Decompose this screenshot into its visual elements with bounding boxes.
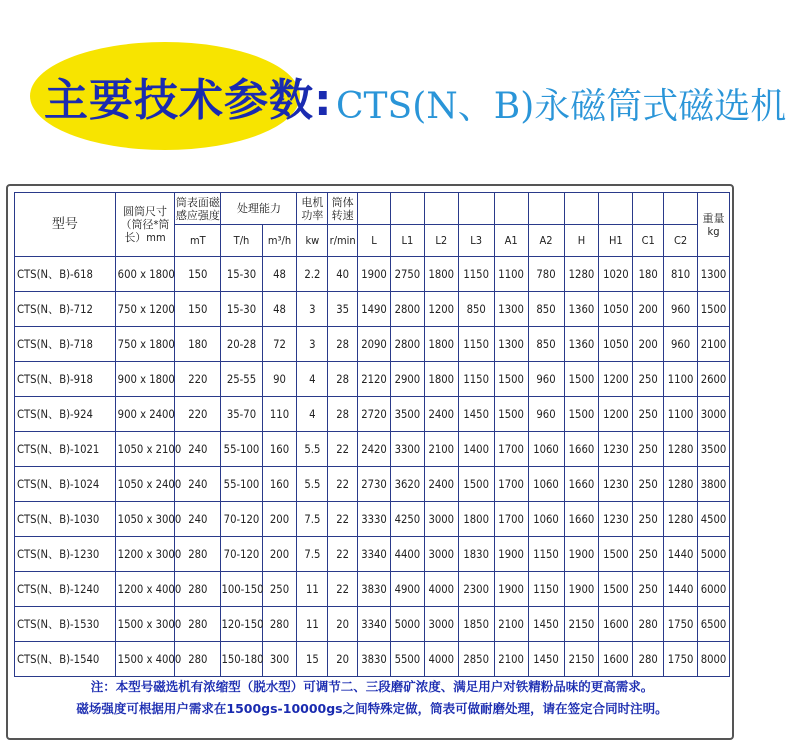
table-cell: 20-28 [221,327,262,362]
table-cell: 3 [297,292,328,327]
table-cell: 4900 [390,572,424,607]
table-cell: 240 [175,502,221,537]
table-cell: 850 [458,292,494,327]
table-cell: 55-100 [221,467,262,502]
table-cell: 1660 [564,467,599,502]
table-cell: 1440 [664,537,698,572]
table-cell: 250 [633,432,664,467]
table-cell: 20 [328,642,358,677]
table-cell: 1360 [564,327,599,362]
table-cell: 2800 [390,292,424,327]
table-cell: 3000 [698,397,730,432]
table-cell: 1850 [458,607,494,642]
table-row [15,397,730,432]
table-cell: 5000 [390,607,424,642]
table-cell: 200 [262,502,297,537]
table-cell: 1150 [458,327,494,362]
table-cell: 200 [633,292,664,327]
table-cell: 3 [297,327,328,362]
table-cell: 810 [664,257,698,292]
table-cell: 280 [175,537,221,572]
table-cell: 250 [633,572,664,607]
table-cell: 1900 [564,537,599,572]
table-cell: 2600 [698,362,730,397]
table-cell: 960 [528,362,564,397]
table-cell: 1100 [664,362,698,397]
table-cell: 3830 [358,572,391,607]
table-cell: 1200 [424,292,458,327]
table-cell: 150-180 [221,642,262,677]
table-cell: 1280 [664,502,698,537]
table-cell: 70-120 [221,502,262,537]
table-cell: 1450 [528,642,564,677]
header-dims-blank-5 [494,193,528,225]
header-cap-m3h: m³/h [262,225,297,257]
table-cell: 110 [262,397,297,432]
table-cell: 1300 [698,257,730,292]
table-cell: 1500 [698,292,730,327]
table-cell: 2.2 [297,257,328,292]
header-field-unit: mT [175,225,221,257]
header-dims-blank-1 [358,193,391,225]
table-cell: 2730 [358,467,391,502]
table-cell: 1600 [599,642,633,677]
table-cell: 3300 [390,432,424,467]
table-cell: 48 [262,292,297,327]
model-cell: CTS(N、B)-1024 [15,467,116,502]
table-cell: 200 [262,537,297,572]
model-cell: CTS(N、B)-1240 [15,572,116,607]
drum-size-cell: 1050 x 2100 [115,432,175,467]
spec-table-body [15,257,730,677]
table-cell: 850 [528,292,564,327]
table-cell: 250 [633,537,664,572]
table-cell: 3000 [424,502,458,537]
note-line-2: 磁场强度可根据用户需求在1500gs-10000gs之间特殊定做，筒表可做耐磨处理，请在签定合同时注明。 [76,701,668,716]
table-cell: 960 [664,292,698,327]
table-cell: 250 [633,362,664,397]
table-cell: 960 [664,327,698,362]
table-cell: 22 [328,432,358,467]
table-cell: 250 [262,572,297,607]
table-cell: 1490 [358,292,391,327]
header-motor-unit: kw [297,225,328,257]
header-field-strength [175,193,221,225]
table-cell: 2850 [458,642,494,677]
table-cell: 180 [175,327,221,362]
drum-size-cell: 900 x 1800 [115,362,175,397]
header-dim-L3: L3 [458,225,494,257]
table-cell: 2100 [494,642,528,677]
drum-size-cell: 600 x 1800 [115,257,175,292]
header-dims-blank-4 [458,193,494,225]
table-cell: 250 [633,502,664,537]
table-cell: 280 [633,642,664,677]
drum-size-cell: 1200 x 4000 [115,572,175,607]
table-cell: 3000 [424,607,458,642]
table-cell: 1150 [458,362,494,397]
table-row [15,607,730,642]
table-cell: 2800 [390,327,424,362]
table-cell: 1500 [564,397,599,432]
table-cell: 2090 [358,327,391,362]
table-row [15,327,730,362]
drum-size-cell: 1200 x 3000 [115,537,175,572]
table-cell: 2900 [390,362,424,397]
table-cell: 2100 [698,327,730,362]
table-cell: 1150 [528,537,564,572]
table-cell: 6000 [698,572,730,607]
table-cell: 4 [297,362,328,397]
drum-size-cell: 1500 x 4000 [115,642,175,677]
model-cell: CTS(N、B)-1230 [15,537,116,572]
table-cell: 1500 [494,362,528,397]
drum-size-cell: 1500 x 3000 [115,607,175,642]
table-row [15,467,730,502]
table-cell: 280 [633,607,664,642]
header-drum-size-label: 圆筒尺寸（筒径*筒长）mm [120,205,170,244]
table-cell: 160 [262,467,297,502]
header-dims-blank-2 [390,193,424,225]
model-cell: CTS(N、B)-1021 [15,432,116,467]
table-cell: 40 [328,257,358,292]
table-cell: 3330 [358,502,391,537]
table-row [15,537,730,572]
table-row [15,257,730,292]
header-dim-L1: L1 [390,225,424,257]
table-cell: 1800 [424,257,458,292]
table-cell: 1500 [599,537,633,572]
table-cell: 4400 [390,537,424,572]
table-cell: 1230 [599,467,633,502]
model-cell: CTS(N、B)-924 [15,397,116,432]
table-cell: 280 [262,607,297,642]
table-cell: 1060 [528,467,564,502]
table-cell: 1100 [494,257,528,292]
table-cell: 7.5 [297,502,328,537]
model-cell: CTS(N、B)-712 [15,292,116,327]
table-cell: 1020 [599,257,633,292]
table-cell: 220 [175,397,221,432]
header-dim-L: L [358,225,391,257]
header-cap-th: T/h [221,225,262,257]
table-cell: 220 [175,362,221,397]
table-cell: 120-150 [221,607,262,642]
table-cell: 2150 [564,642,599,677]
model-cell: CTS(N、B)-718 [15,327,116,362]
table-cell: 280 [175,642,221,677]
table-cell: 4000 [424,572,458,607]
table-cell: 1600 [599,607,633,642]
table-cell: 2720 [358,397,391,432]
table-cell: 72 [262,327,297,362]
table-cell: 15-30 [221,257,262,292]
table-cell: 1230 [599,432,633,467]
table-cell: 200 [633,327,664,362]
table-cell: 160 [262,432,297,467]
header-weight-unit: kg [707,224,720,238]
table-cell: 5.5 [297,467,328,502]
table-cell: 28 [328,362,358,397]
model-cell: CTS(N、B)-918 [15,362,116,397]
table-cell: 35 [328,292,358,327]
header-weight-label: 重量 [702,211,725,225]
table-cell: 48 [262,257,297,292]
table-cell: 22 [328,572,358,607]
table-cell: 5.5 [297,432,328,467]
table-cell: 22 [328,502,358,537]
table-cell: 2420 [358,432,391,467]
table-cell: 1450 [528,607,564,642]
table-cell: 1060 [528,502,564,537]
table-cell: 1280 [664,467,698,502]
table-cell: 1700 [494,432,528,467]
table-cell: 90 [262,362,297,397]
header-dims-blank-6 [528,193,564,225]
table-cell: 11 [297,607,328,642]
header-dims-blank-7 [564,193,599,225]
drum-size-cell: 1050 x 3000 [115,502,175,537]
table-cell: 150 [175,292,221,327]
table-cell: 1500 [458,467,494,502]
table-cell: 22 [328,537,358,572]
table-cell: 1800 [458,502,494,537]
table-cell: 240 [175,432,221,467]
table-cell: 1100 [664,397,698,432]
table-cell: 150 [175,257,221,292]
table-row [15,502,730,537]
table-cell: 1150 [458,257,494,292]
header-dim-A1: A1 [494,225,528,257]
table-row [15,292,730,327]
header-dims-blank-9 [633,193,664,225]
table-cell: 1750 [664,642,698,677]
table-cell: 1500 [564,362,599,397]
table-cell: 8000 [698,642,730,677]
table-cell: 28 [328,397,358,432]
table-cell: 280 [175,607,221,642]
table-cell: 1440 [664,572,698,607]
table-cell: 6500 [698,607,730,642]
model-cell: CTS(N、B)-1540 [15,642,116,677]
table-cell: 1300 [494,292,528,327]
table-cell: 3620 [390,467,424,502]
table-cell: 3500 [390,397,424,432]
table-cell: 5000 [698,537,730,572]
table-cell: 28 [328,327,358,362]
header-dim-H1: H1 [599,225,633,257]
header-dim-C1: C1 [633,225,664,257]
header-motor-label: 电机功率 [301,195,324,222]
table-cell: 3340 [358,607,391,642]
header-speed [328,193,358,225]
table-cell: 240 [175,467,221,502]
header-dim-A2: A2 [528,225,564,257]
table-cell: 1050 [599,292,633,327]
table-cell: 100-150 [221,572,262,607]
table-cell: 1660 [564,502,599,537]
table-cell: 1400 [458,432,494,467]
table-cell: 1700 [494,467,528,502]
table-cell: 3000 [424,537,458,572]
table-cell: 180 [633,257,664,292]
table-cell: 2400 [424,397,458,432]
table-cell: 4500 [698,502,730,537]
drum-size-cell: 750 x 1800 [115,327,175,362]
table-cell: 4 [297,397,328,432]
table-cell: 2100 [424,432,458,467]
table-cell: 250 [633,397,664,432]
table-cell: 1300 [494,327,528,362]
table-cell: 1150 [528,572,564,607]
page-title: 主要技术参数: [44,75,333,126]
table-cell: 1900 [494,537,528,572]
table-cell: 1800 [424,362,458,397]
table-cell: 2150 [564,607,599,642]
table-row [15,432,730,467]
table-cell: 1900 [358,257,391,292]
table-cell: 2750 [390,257,424,292]
header-dim-C2: C2 [664,225,698,257]
table-cell: 70-120 [221,537,262,572]
header-model: 型号 [15,193,116,257]
table-cell: 4000 [424,642,458,677]
table-cell: 20 [328,607,358,642]
spec-table [14,192,730,677]
table-cell: 1500 [494,397,528,432]
table-cell: 1050 [599,327,633,362]
table-cell: 25-55 [221,362,262,397]
table-cell: 22 [328,467,358,502]
model-cell: CTS(N、B)-618 [15,257,116,292]
table-cell: 1660 [564,432,599,467]
table-cell: 1830 [458,537,494,572]
table-cell: 1360 [564,292,599,327]
header-dim-H: H [564,225,599,257]
table-cell: 3340 [358,537,391,572]
table-cell: 1060 [528,432,564,467]
table-cell: 280 [175,572,221,607]
header-motor [297,193,328,225]
table-cell: 250 [633,467,664,502]
note-line-1: 注：本型号磁选机有浓缩型（脱水型）可调节二、三段磨矿浓度、满足用户对铁精粉品味的更高需求。 [90,679,654,694]
table-cell: 2120 [358,362,391,397]
table-cell: 15 [297,642,328,677]
table-cell: 3830 [358,642,391,677]
table-cell: 1800 [424,327,458,362]
table-cell: 1280 [664,432,698,467]
drum-size-cell: 900 x 2400 [115,397,175,432]
table-cell: 960 [528,397,564,432]
table-cell: 11 [297,572,328,607]
header-dims-blank-10 [664,193,698,225]
table-cell: 2400 [424,467,458,502]
header-speed-unit: r/min [328,225,358,257]
table-cell: 780 [528,257,564,292]
header-speed-label: 筒体转速 [331,195,354,222]
table-row [15,362,730,397]
table-cell: 5500 [390,642,424,677]
header-dims-blank-8 [599,193,633,225]
header-dim-L2: L2 [424,225,458,257]
table-cell: 4250 [390,502,424,537]
table-cell: 850 [528,327,564,362]
table-cell: 300 [262,642,297,677]
title-banner [0,0,786,180]
table-cell: 1280 [564,257,599,292]
table-cell: 3800 [698,467,730,502]
table-row [15,642,730,677]
table-cell: 7.5 [297,537,328,572]
table-cell: 1500 [599,572,633,607]
drum-size-cell: 750 x 1200 [115,292,175,327]
table-cell: 15-30 [221,292,262,327]
table-cell: 1200 [599,397,633,432]
product-name: CTS(N、B)永磁筒式磁选机 [336,86,786,127]
header-capacity: 处理能力 [221,193,297,225]
table-cell: 3500 [698,432,730,467]
header-weight [698,193,730,257]
table-cell: 1900 [564,572,599,607]
table-row [15,572,730,607]
header-dims-blank-3 [424,193,458,225]
drum-size-cell: 1050 x 2400 [115,467,175,502]
model-cell: CTS(N、B)-1030 [15,502,116,537]
header-field-strength-label: 筒表面磁感应强度 [175,195,220,222]
table-cell: 1700 [494,502,528,537]
model-cell: CTS(N、B)-1530 [15,607,116,642]
table-cell: 1750 [664,607,698,642]
table-cell: 1450 [458,397,494,432]
table-cell: 35-70 [221,397,262,432]
table-cell: 1900 [494,572,528,607]
table-cell: 2100 [494,607,528,642]
table-cell: 55-100 [221,432,262,467]
header-drum-size [115,193,175,257]
table-cell: 1200 [599,362,633,397]
notes [14,676,730,720]
table-cell: 1230 [599,502,633,537]
table-cell: 2300 [458,572,494,607]
